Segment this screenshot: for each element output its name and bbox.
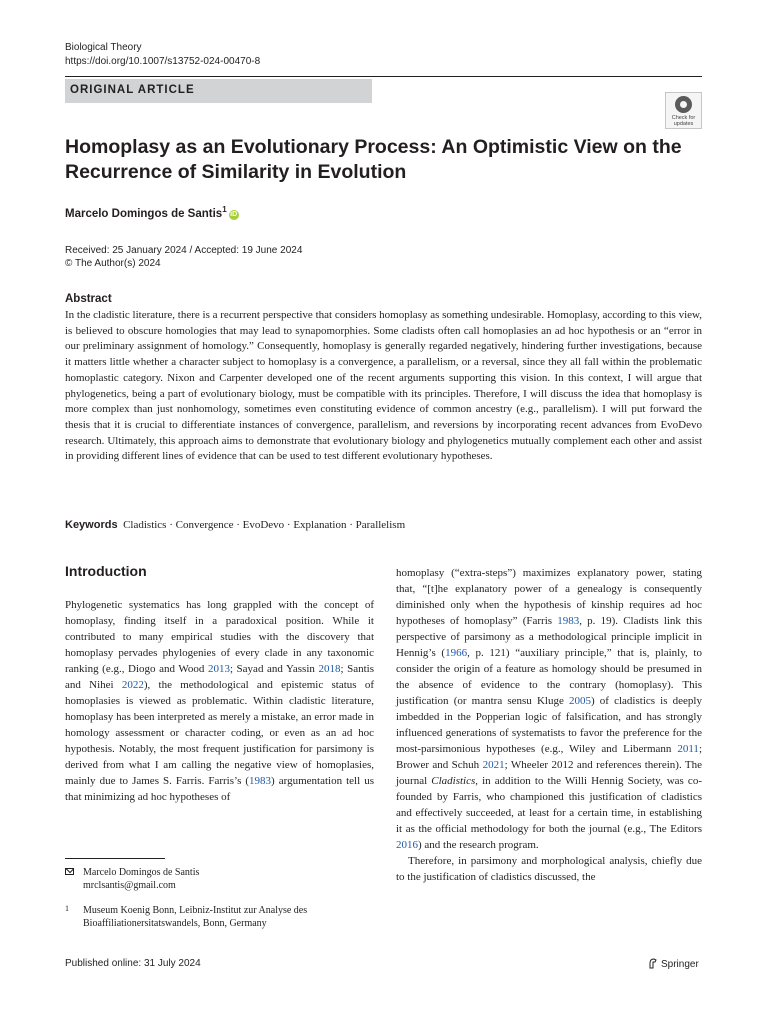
citation-link[interactable]: 1983 bbox=[557, 615, 580, 627]
correspondence-email[interactable]: mrclsantis@gmail.com bbox=[83, 880, 176, 891]
body-column-left bbox=[65, 597, 374, 805]
author-line bbox=[65, 205, 239, 220]
springer-horse-icon bbox=[648, 958, 658, 969]
paragraph: homoplasy (“extra-steps”) maximizes explanatory power, stating that, “[t]he explanatory power of a genealogy is consequently diminished only when the hypothesis of kinship requires ad hoc hypotheses of homoplasy” (Farris 1983, p. 19). Cladists link this perspective of parsimony as a methodological principle implicit in Hennig’s (1966, p. 121) “auxiliary principle,” that is, plainly, to consider the origin of a feature as homology should be presumed in the absence of evidence to the contrary (homoplasy). This justification (or mantra sensu Kluge 2005) of cladistics is deeply imbedded in the Popperian logic of falsification, and has strongly influenced generations of systematists to favor the preference for the most-parsimonious hypotheses (e.g., Wiley and Libermann 2011; Brower and Schuh 2021; Wheeler 2012 and references therein). The journal Cladistics, in addition to the Willi Hennig Society, was co-founded by Farris, who championed this justification of cladistics and effectively succeeded, at least for a certain time, in establishing it as the official methodology for both the journal (e.g., The Editors 2016) and the research program. bbox=[396, 567, 703, 851]
article-type-label: ORIGINAL ARTICLE bbox=[70, 84, 195, 96]
keywords-list: Cladistics · Convergence · EvoDevo · Explanation · Parallelism bbox=[123, 519, 406, 531]
envelope-icon bbox=[65, 868, 74, 875]
paragraph: Phylogenetic systematics has long grappled with the concept of homoplasy, finding itself in a paradoxical position. While it contributed to many empirical studies with the discovery that homoplasy pervades phylogenies of every clade in any taxonomic ranking (e.g., Diogo and Wood 2013; Sayad and Yassin 2018; Santis and Nihei 2022), the methodological and epistemic status of homoplasies is viewed as problematic. Within cladistic literature, homoplasy has been interpreted as merely a mistake, an error made in homology assessment or character coding, or even as an ad hoc hypothesis. Notably, the most frequent justification for parsimony is derived from what I am calling the negative view of homoplasies, mainly due to James S. Farris. Farris’s (1983) argumentation tell us that minimizing ad hoc hypotheses of bbox=[65, 599, 374, 803]
affiliation-footnote bbox=[65, 904, 375, 930]
journal-name-italic: Cladistics bbox=[431, 775, 476, 787]
citation-link[interactable]: 2018 bbox=[318, 663, 341, 675]
publisher-logo bbox=[648, 958, 699, 970]
citation-link[interactable]: 2005 bbox=[568, 695, 591, 707]
keywords-line bbox=[65, 519, 405, 531]
affiliation-number: 1 bbox=[65, 904, 69, 913]
section-heading-introduction: Introduction bbox=[65, 563, 147, 579]
copyright-notice: © The Author(s) 2024 bbox=[65, 258, 161, 269]
citation-link[interactable]: 2022 bbox=[121, 679, 144, 691]
keywords-label: Keywords bbox=[65, 519, 118, 531]
body-column-right bbox=[396, 565, 702, 885]
crossmark-icon bbox=[675, 96, 692, 113]
article-title: Homoplasy as an Evolutionary Process: An Optimistic View on the Recurrence of Similarity in Evolution bbox=[65, 136, 682, 183]
citation-link[interactable]: 2011 bbox=[677, 743, 699, 755]
affiliation-text: Museum Koenig Bonn, Leibniz-Institut zur Analyse des Bioaffiliationersitatswandels, Bonn, Germany bbox=[83, 905, 308, 929]
check-for-updates-badge[interactable] bbox=[665, 92, 702, 129]
journal-name: Biological Theory bbox=[65, 42, 142, 53]
orcid-icon[interactable]: iD bbox=[230, 210, 238, 218]
article-type-bar bbox=[65, 79, 372, 103]
check-updates-label: Check for updates bbox=[671, 115, 696, 127]
correspondence-name: Marcelo Domingos de Santis bbox=[83, 867, 200, 878]
paragraph: Therefore, in parsimony and morphological analysis, chiefly due to the justification of cladistics discussed, the bbox=[396, 855, 702, 883]
footnote-rule bbox=[65, 858, 165, 859]
citation-link[interactable]: 2013 bbox=[207, 663, 230, 675]
header-rule bbox=[65, 76, 702, 77]
author-name[interactable]: Marcelo Domingos de Santis bbox=[65, 207, 223, 220]
citation-link[interactable]: 2021 bbox=[482, 759, 505, 771]
doi-link[interactable]: https://doi.org/10.1007/s13752-024-00470-8 bbox=[65, 56, 261, 67]
publisher-name: Springer bbox=[661, 959, 699, 970]
abstract-text: In the cladistic literature, there is a recurrent perspective that considers homoplasy as something undesirable. Homoplasy, according to this view, is believed to obscure homologies that may lead to synapomorphies. Some cladists often call homoplasies an ad hoc hypothesis or an “error in our preliminary assignment of homology.” Consequently, homoplasy is generally regarded negatively, hindering further investigations, because it matters little whether a character subject to homoplasy is a convergence, a parallelism, or a reversal, since they all fall within the problematic homoplastic category. Nixon and Carpenter developed one of the recent arguments supporting this vision. In this context, I will argue that phylogenetics, being a part of evolutionary biology, must be compatible with its principles. Therefore, I will discuss the idea that homoplasy is more complex than just nonhomology, sometimes even constituting evidence of common ancestry (e.g., parallelism). I will put forward the thesis that it is crucial to differentiate instances of convergence, parallelism, and reversions by incorporating recent advances from EvoDevo research. Ultimately, this approach aims to demonstrate that evolutionary biology and phylogenetics mutually complement each other and assist in providing different lines of evidence that can be used to test different evolutionary hypotheses. bbox=[65, 309, 702, 463]
abstract-heading: Abstract bbox=[65, 293, 112, 305]
citation-link[interactable]: 2016 bbox=[396, 839, 418, 851]
citation-link[interactable]: 1966 bbox=[445, 647, 468, 659]
article-dates: Received: 25 January 2024 / Accepted: 19 June 2024 bbox=[65, 245, 303, 256]
published-date: Published online: 31 July 2024 bbox=[65, 958, 201, 969]
citation-link[interactable]: 1983 bbox=[249, 775, 272, 787]
author-affiliation-mark: 1 bbox=[222, 205, 227, 214]
